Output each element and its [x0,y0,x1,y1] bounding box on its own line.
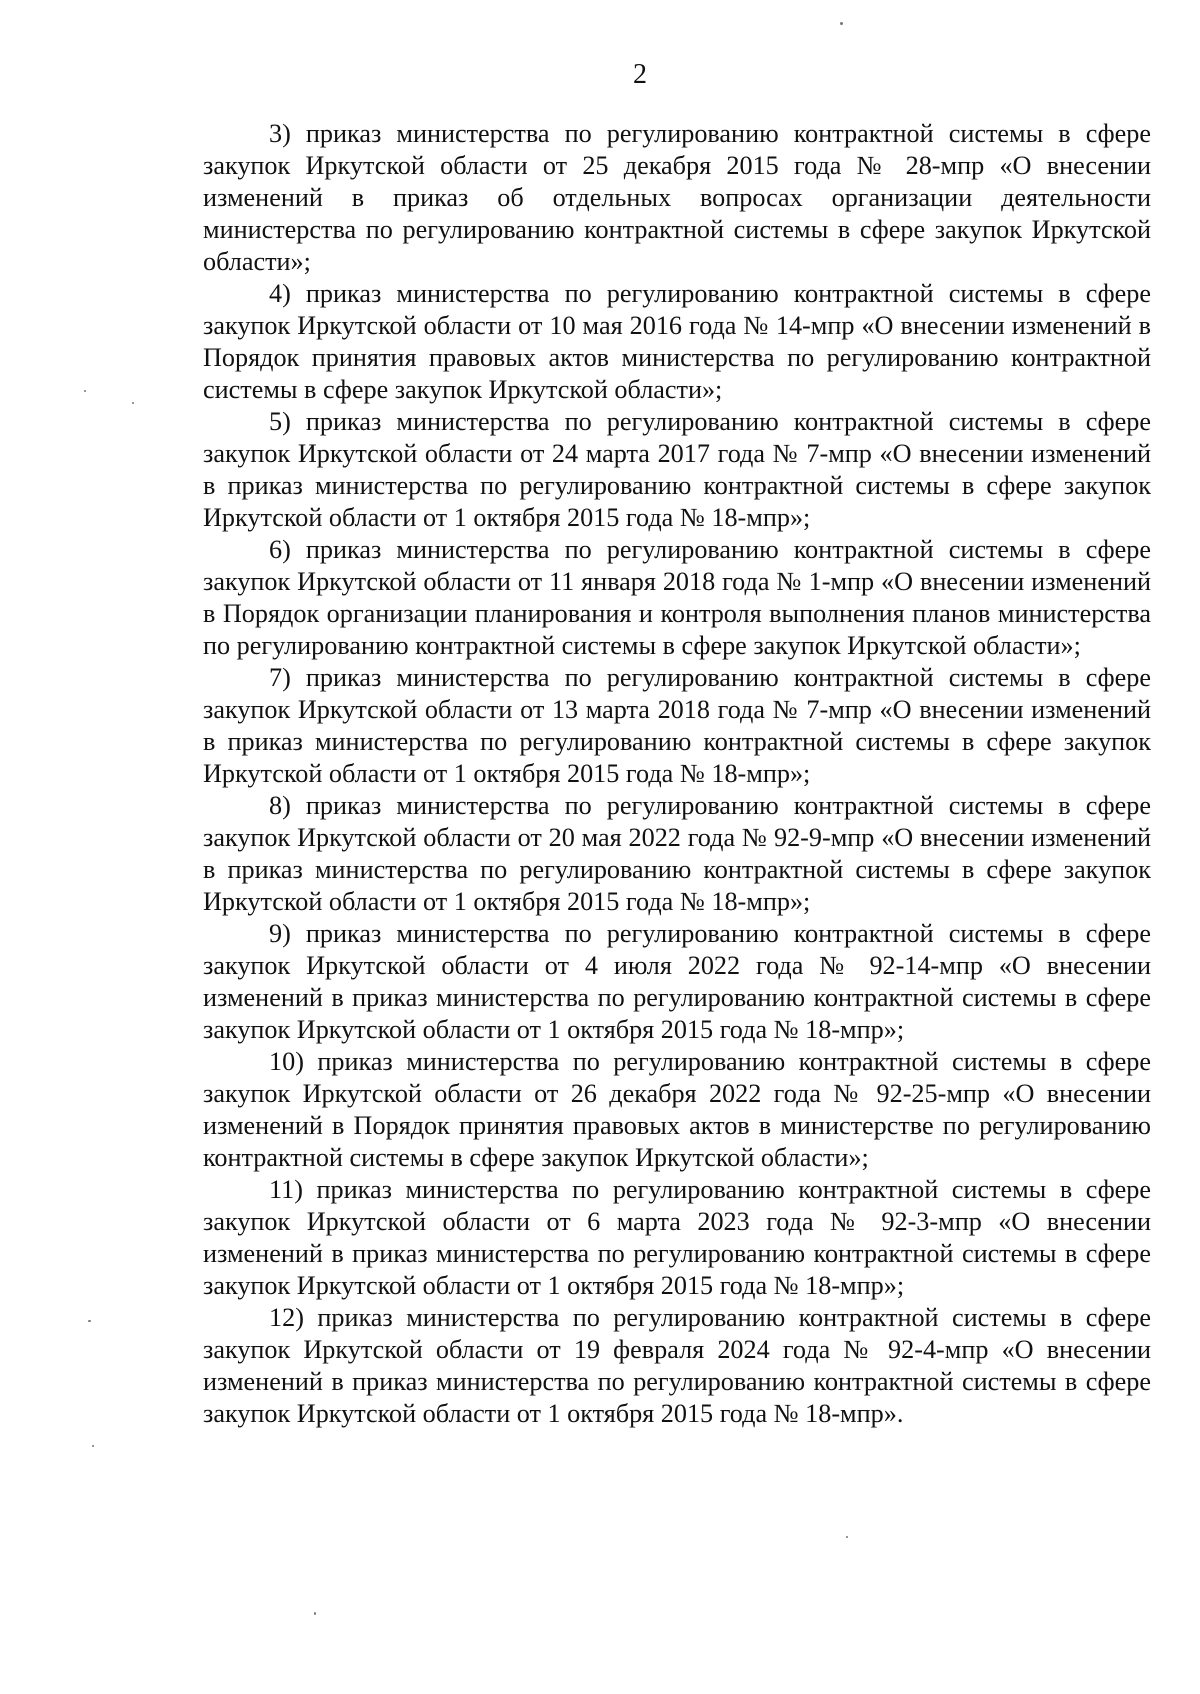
list-item-10: 10) приказ министерства по регулированию контрактной системы в сфере закупок Иркутской области от 26 декабря 2022 года № 92-25-мпр «О внесении изменений в Порядок принятия правовых актов в министерстве по регулированию контрактной системы в сфере закупок Иркутской области»; [203,1047,1151,1172]
scan-speck [88,1320,91,1322]
scan-speck [314,1612,316,1615]
page-number: 2 [633,59,647,90]
list-item-5: 5) приказ министерства по регулированию контрактной системы в сфере закупок Иркутской области от 24 марта 2017 года № 7-мпр «О внесении изменений в приказ министерства по регулированию контрактной системы в сфере закупок Иркутской области от 1 октября 2015 года № 18-мпр»; [203,407,1151,532]
scan-speck [132,402,134,404]
list-item-12: 12) приказ министерства по регулированию контрактной системы в сфере закупок Иркутской области от 19 февраля 2024 года № 92-4-мпр «О внесении изменений в приказ министерства по регулированию контрактной системы в сфере закупок Иркутской области от 1 октября 2015 года № 18-мпр». [203,1303,1151,1428]
list-item-6: 6) приказ министерства по регулированию контрактной системы в сфере закупок Иркутской области от 11 января 2018 года № 1-мпр «О внесении изменений в Порядок организации планирования и контроля выполнения планов министерства по регулированию контрактной системы в сфере закупок Иркутской области»; [203,535,1151,660]
document-body [203,118,1151,1430]
scan-speck [846,1536,848,1538]
list-item-3: 3) приказ министерства по регулированию контрактной системы в сфере закупок Иркутской области от 25 декабря 2015 года № 28-мпр «О внесении изменений в приказ об отдельных вопросах организации деятельности министерства по регулированию контрактной системы в сфере закупок Иркутской области»; [203,119,1151,276]
list-item-9: 9) приказ министерства по регулированию контрактной системы в сфере закупок Иркутской области от 4 июля 2022 года № 92-14-мпр «О внесении изменений в приказ министерства по регулированию контрактной системы в сфере закупок Иркутской области от 1 октября 2015 года № 18-мпр»; [203,919,1151,1044]
list-item-4: 4) приказ министерства по регулированию контрактной системы в сфере закупок Иркутской области от 10 мая 2016 года № 14-мпр «О внесении изменений в Порядок принятия правовых актов министерства по регулированию контрактной системы в сфере закупок Иркутской области»; [203,279,1151,404]
scan-speck [840,22,843,25]
list-item-11: 11) приказ министерства по регулированию контрактной системы в сфере закупок Иркутской области от 6 марта 2023 года № 92-3-мпр «О внесении изменений в приказ министерства по регулированию контрактной системы в сфере закупок Иркутской области от 1 октября 2015 года № 18-мпр»; [203,1175,1151,1300]
list-item-7: 7) приказ министерства по регулированию контрактной системы в сфере закупок Иркутской области от 13 марта 2018 года № 7-мпр «О внесении изменений в приказ министерства по регулированию контрактной системы в сфере закупок Иркутской области от 1 октября 2015 года № 18-мпр»; [203,663,1151,788]
scan-speck [92,1445,94,1447]
scan-speck [84,390,86,392]
list-item-8: 8) приказ министерства по регулированию контрактной системы в сфере закупок Иркутской области от 20 мая 2022 года № 92-9-мпр «О внесении изменений в приказ министерства по регулированию контрактной системы в сфере закупок Иркутской области от 1 октября 2015 года № 18-мпр»; [203,791,1151,916]
